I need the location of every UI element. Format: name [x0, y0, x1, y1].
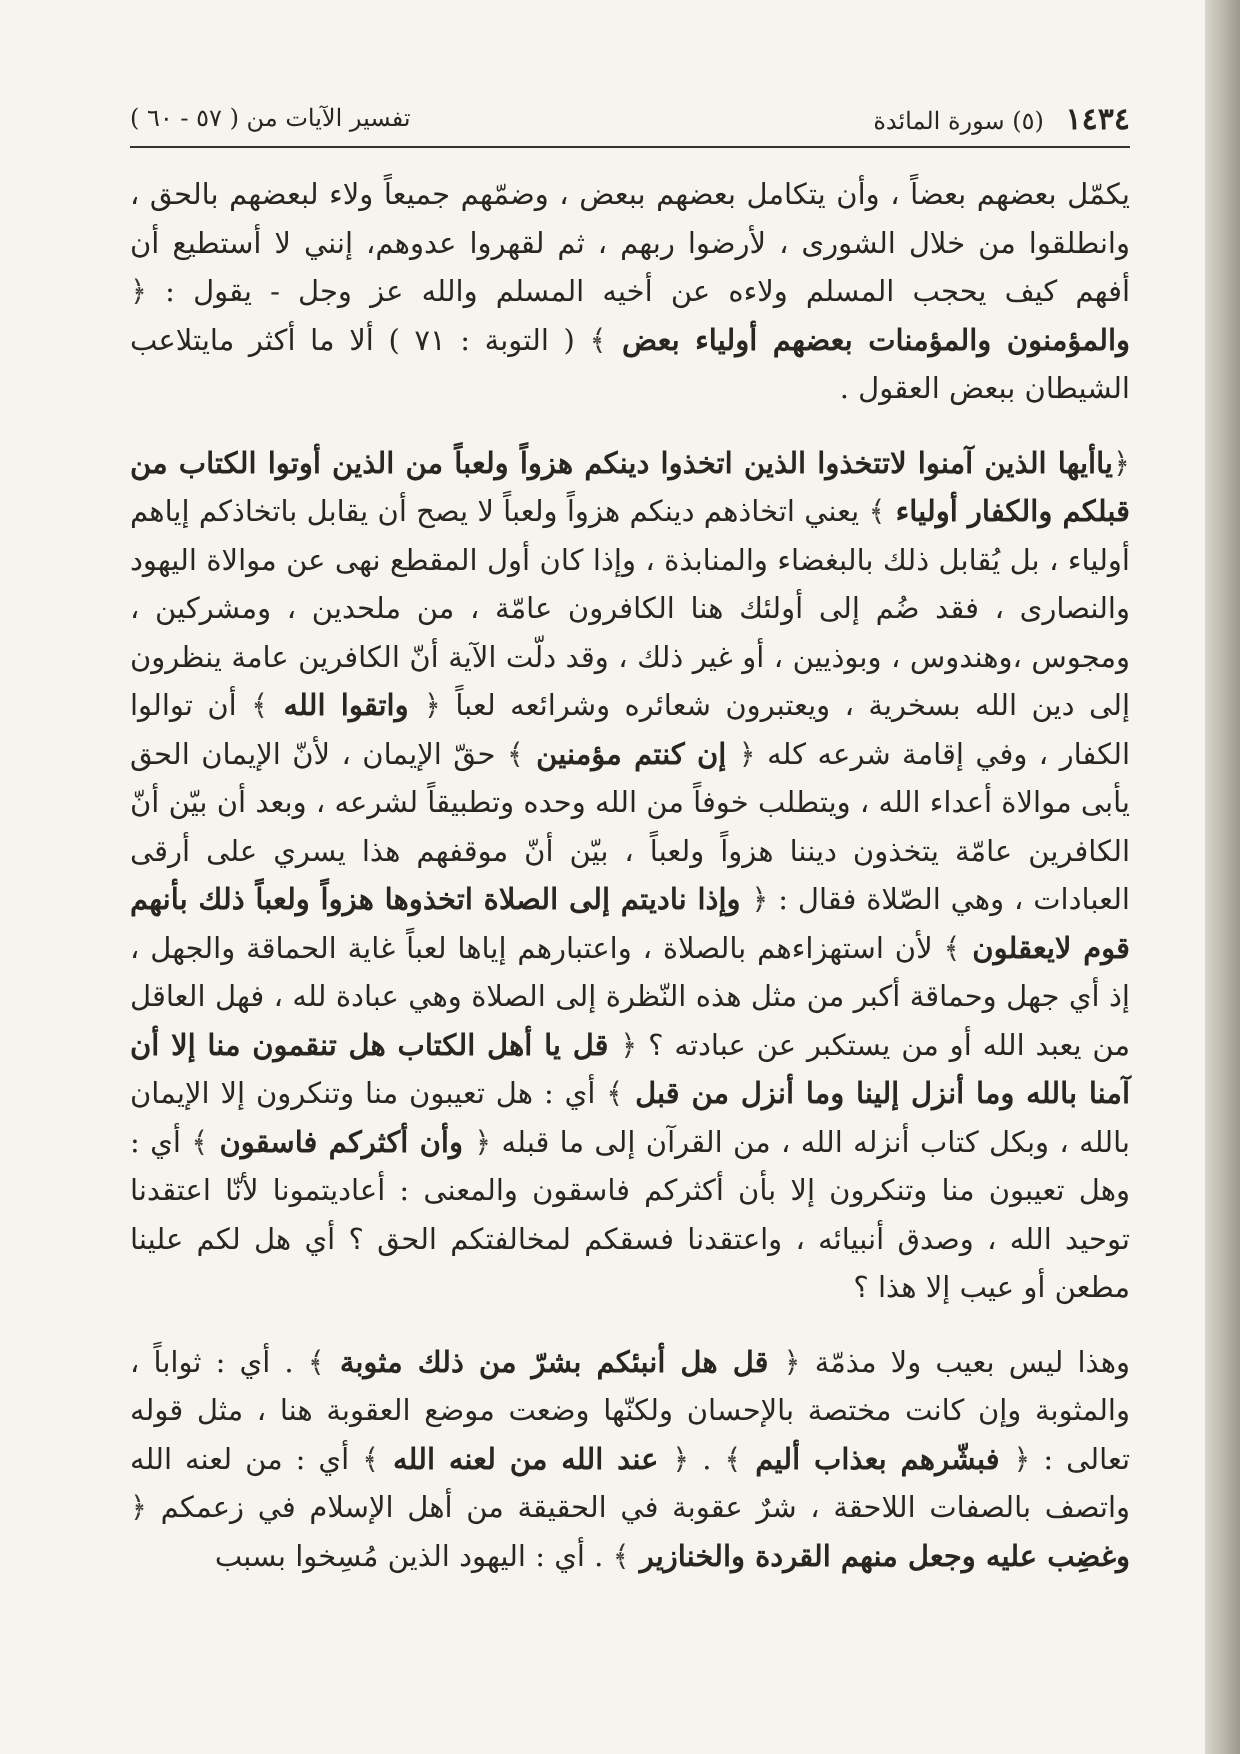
ornament-close-icon: ﴾: [943, 930, 961, 965]
text-run: يعني اتخاذهم دينكم هزواً ولعباً لا يصح أن يقابل باتخاذكم إياهم أولياء ، بل يُقابل ذلك بالبغضاء والمنابذة ، وإذا كان أول المقطع نهى عن موالاة اليهود والنصارى ، فقد ضُم إلى أولئك هنا الكافرون عامّة ، من ملحدين ، ومشركين ، ومجوس ،وهندوس ، وبوذيين ، أو غير ذلك ، وقد دلّت الآية أنّ الكافرين عامة ينظرون إلى دين الله بسخرية ، ويعتبرون شعائره وشرائعه لعباً: [130, 494, 1131, 722]
running-header: [130, 96, 1130, 140]
text-run: . أي : اليهود الذين مُسِخوا بسبب: [214, 1538, 604, 1573]
ornament-open-icon: ﴿: [474, 1124, 492, 1159]
quran-quote: ﴿ وغضِب عليه وجعل منهم القردة والخنازير ﴾: [130, 1490, 1130, 1573]
ornament-open-icon: ﴿: [1113, 445, 1130, 480]
section-title: تفسير الآيات من ( ٥٧ - ٦٠ ): [130, 104, 411, 132]
quran-quote: ﴿ فبشّرهم بعذاب أليم ﴾: [724, 1441, 1031, 1476]
book-gutter-edge: [1205, 0, 1240, 1754]
ornament-open-icon: ﴿: [783, 1344, 801, 1379]
paragraph-3: [130, 1338, 1130, 1581]
header-right: [873, 102, 1130, 137]
text-run: يكمّل بعضهم بعضاً ، وأن يتكامل بعضهم ببعض ، وضمّهم جميعاً ولاء لبعضهم بالحق ، وانطلقوا من خلال الشورى ، لأرضوا ربهم ، ثم لقهروا عدوهم، إنني لا أستطيع أن أفهم كيف يحجب المسلم ولاءه عن أخيه المسلم والله عز وجل - يقول :: [130, 177, 1130, 308]
quran-quote: ﴿ قل هل أنبئكم بشرّ من ذلك مثوبة ﴾: [307, 1344, 801, 1379]
ornament-open-icon: ﴿: [1013, 1441, 1031, 1476]
text-run: حقّ الإيمان ، لأنّ الإيمان الحق يأبى موالاة أعداء الله ، ويتطلب خوفاً من الله وحده وتطبيقاً لشرعه ، وبعد أن بيّن أنّ الكافرين عامّة يتخذون ديننا هزواً ولعباً ، بيّن أنّ موقفهم هذا يسري على أرقى العبادات ، وهي الصّلاة فقال :: [130, 736, 1131, 916]
surah-title: (٥) سورة المائدة: [873, 107, 1044, 135]
text-run: لأن استهزاءهم بالصلاة ، واعتبارهم إياها لعباً غاية الحماقة والجهل ، إذ أي جهل وحماقة أكبر من مثل هذه النّظرة إلى الصلاة وهي عبادة لله ، فهل العاقل من يعبد الله أو من يستكبر عن عبادته ؟: [130, 930, 1130, 1062]
header-rule: [130, 146, 1130, 148]
ornament-open-icon: ﴿: [423, 688, 441, 722]
ornament-close-icon: ﴾: [307, 1344, 325, 1379]
text-run: .: [702, 1441, 712, 1476]
quran-quote: ﴿ وإذا ناديتم إلى الصلاة اتخذوها هزواً ولعباً ذلك بأنهم قوم لايعقلون ﴾: [130, 882, 1130, 965]
quran-quote: ﴿ قل يا أهل الكتاب هل تنقمون منا إلا أن آمنا بالله وما أنزل إلينا وما أنزل من قبل ﴾: [130, 1027, 1130, 1110]
page-body: [130, 170, 1130, 1580]
quran-quote: ﴿ياأيها الذين آمنوا لاتتخذوا الذين اتخذوا دينكم هزواً ولعباً من الذين أوتوا الكتاب من قبلكم والكفار أولياء ﴾: [130, 445, 1130, 528]
text-run: أن توالوا الكفار ، وفي إقامة شرعه كله: [130, 688, 1130, 771]
quran-quote: ﴿ والمؤمنون والمؤمنات بعضهم أولياء بعض ﴾: [130, 274, 1131, 357]
ornament-close-icon: ﴾: [251, 688, 269, 722]
ornament-close-icon: ﴾: [191, 1124, 209, 1159]
text-run: أي : هل تعيبون منا وتنكرون إلا الإيمان بالله ، وبكل كتاب أنزله الله ، من القرآن إلى ما قبله: [130, 1076, 1131, 1159]
ornament-close-icon: ﴾: [362, 1441, 380, 1476]
ornament-open-icon: ﴿: [620, 1027, 638, 1062]
paragraph-2: [130, 439, 1130, 1312]
quran-quote: ﴿ عند الله من لعنه الله ﴾: [362, 1441, 690, 1476]
ornament-open-icon: ﴿: [130, 274, 147, 308]
paragraph-1: [130, 170, 1130, 413]
quran-quote: ﴿ وأن أكثركم فاسقون ﴾: [191, 1124, 492, 1159]
quran-quote: ﴿ إن كنتم مؤمنين ﴾: [506, 736, 756, 771]
ornament-close-icon: ﴾: [606, 1076, 624, 1110]
quran-quote: ﴿ واتقوا الله ﴾: [251, 688, 441, 722]
text-run: . أي : ثواباً ، والمثوبة وإن كانت مختصة بالإحسان ولكنّها وضعت موضع العقوبة هنا ، مثل قوله تعالى :: [130, 1344, 1131, 1476]
ornament-close-icon: ﴾: [868, 494, 886, 528]
text-run: أي : من لعنه الله واتصف بالصفات اللاحقة ، شرٌ عقوبة في الحقيقة من أهل الإسلام في زعمكم: [130, 1441, 1131, 1524]
ornament-close-icon: ﴾: [589, 322, 607, 357]
ornament-open-icon: ﴿: [672, 1441, 690, 1476]
ornament-open-icon: ﴿: [751, 882, 769, 916]
ornament-close-icon: ﴾: [612, 1538, 630, 1573]
ornament-close-icon: ﴾: [506, 736, 524, 771]
text-run: أي : وهل تعيبون منا وتنكرون إلا بأن أكثركم فاسقون والمعنى : أعاديتمونا لأنّا اعتقدنا توحيد الله ، وصدق أنبيائه ، واعتقدنا فسقكم لمخالفتكم الحق ؟ أي هل لكم علينا مطعن أو عيب إلا هذا ؟: [130, 1124, 1130, 1304]
text-run: ( التوبة : ٧١ ) ألا ما أكثر مايتلاعب الشيطان ببعض العقول .: [130, 322, 1130, 405]
ornament-close-icon: ﴾: [724, 1441, 742, 1476]
page-number: ١٤٣٤: [1065, 102, 1130, 137]
text-run: وهذا ليس بعيب ولا مذمّة: [814, 1344, 1131, 1379]
ornament-open-icon: ﴿: [738, 736, 756, 771]
ornament-open-icon: ﴿: [130, 1490, 147, 1524]
